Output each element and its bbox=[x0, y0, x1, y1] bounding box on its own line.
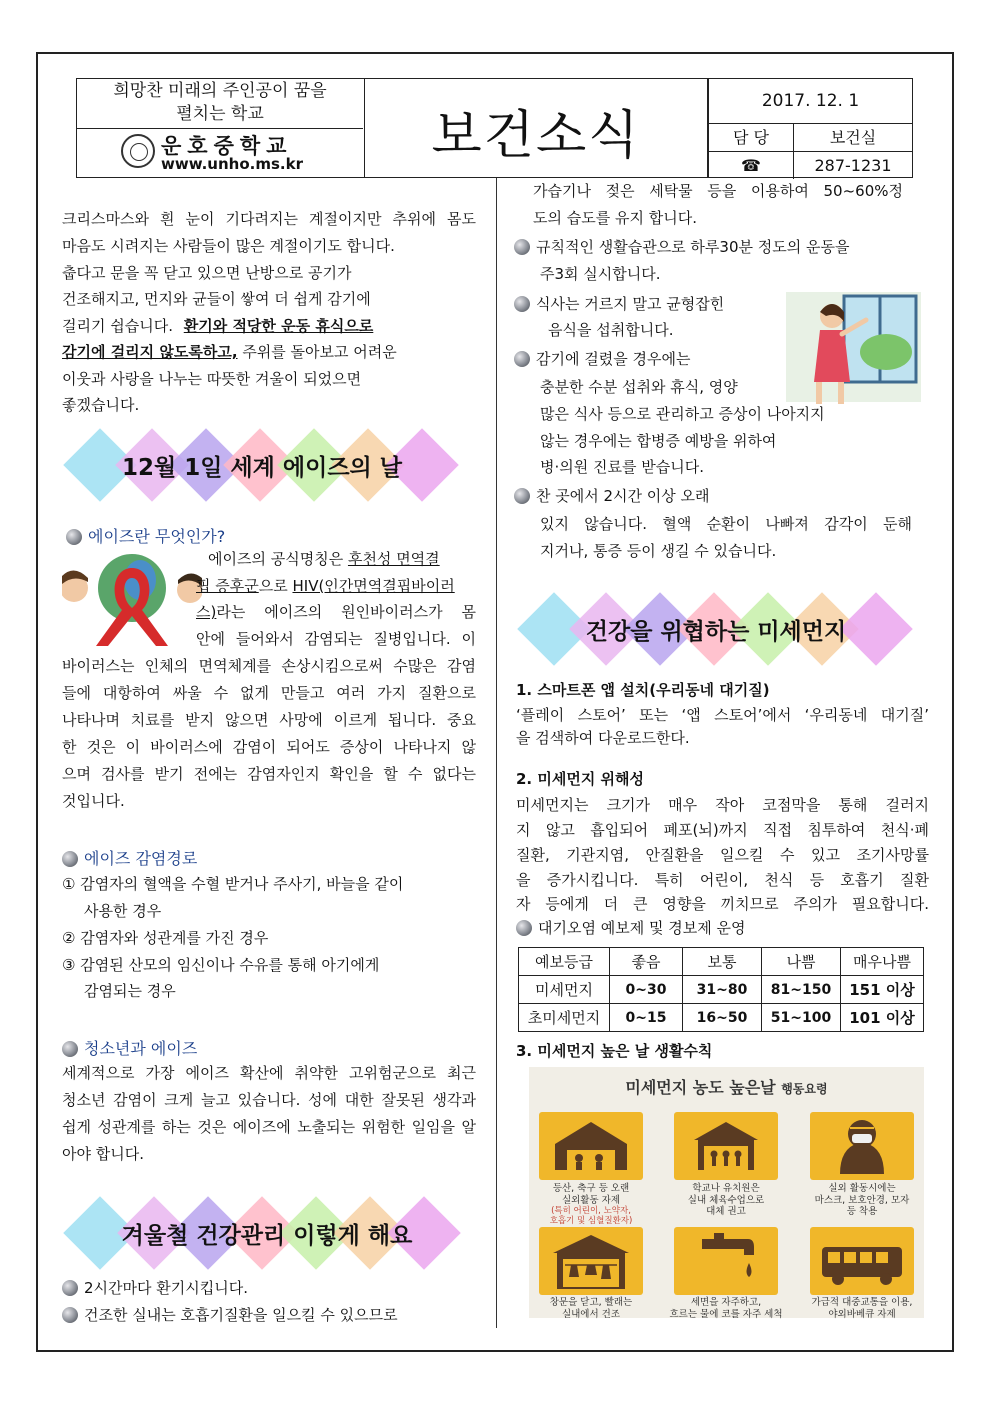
teen-line: 청소년 감염이 크게 늘고 있습니다. 성에 대한 잘못된 생각과 bbox=[62, 1091, 476, 1109]
route-item-cont: 사용한 경우 bbox=[84, 902, 162, 920]
text-fragment: 스) bbox=[196, 603, 217, 621]
dust-section-2-title: 2. 미세먼지 위해성 bbox=[516, 770, 645, 788]
trees-outside bbox=[860, 334, 912, 370]
manager-row bbox=[709, 124, 912, 152]
school-icon bbox=[674, 1112, 778, 1180]
intro-emphasis: 환기와 적당한 운동 휴식으로 bbox=[183, 317, 374, 335]
window-opening-girl-illustration bbox=[786, 282, 921, 412]
school-emblem-icon bbox=[121, 134, 155, 168]
column-divider bbox=[496, 178, 497, 1328]
mask-icon bbox=[810, 1112, 914, 1180]
aids-what-line: 안에 들어와서 감염되는 질병입니다. 이 bbox=[196, 630, 476, 648]
winter-item-text: 감기에 걸렸을 경우에는 bbox=[536, 350, 691, 368]
aids-ribbon-illustration bbox=[62, 548, 202, 648]
winter-item bbox=[514, 348, 690, 369]
forecast-heading bbox=[516, 917, 745, 938]
poster-caption bbox=[666, 1183, 786, 1218]
dust-section-3-title: 3. 미세먼지 높은 날 생활수칙 bbox=[516, 1042, 713, 1060]
winter-item-cont: 병·의원 진료를 받습니다. bbox=[540, 458, 704, 476]
intro-text-fragment: 걸리기 쉽습니다. bbox=[62, 317, 173, 335]
text-fragment: 후천성 면역결 bbox=[347, 550, 440, 568]
girl-leg bbox=[816, 382, 822, 404]
bullet-icon bbox=[514, 296, 530, 312]
aids-what-line bbox=[196, 601, 476, 622]
text-fragment: 라는 에이즈의 원인바이러스가 몸 bbox=[216, 603, 476, 621]
text-fragment: 핍 증후군 bbox=[196, 577, 259, 595]
table-cell: 미세먼지 bbox=[519, 976, 610, 1004]
school-name: 운호중학교 bbox=[161, 134, 293, 158]
fine-dust-grade-table bbox=[518, 947, 924, 1032]
dust-s2-line: 을 증가시킵니다. 특히 어린이, 천식 등 호흡기 질환 bbox=[516, 871, 929, 889]
intro-line-with-emphasis bbox=[62, 341, 397, 362]
phone-icon: ☎ bbox=[709, 152, 794, 179]
table-cell: 81~150 bbox=[762, 976, 841, 1004]
caption-note: (특히 어린이, 노약자, 호흡기 및 심혈질환자) bbox=[549, 1206, 633, 1226]
poster-title-main: 미세먼지 농도 높은날 bbox=[625, 1078, 776, 1097]
table-cell: 0~15 bbox=[610, 1004, 683, 1032]
table-header: 나쁨 bbox=[762, 948, 841, 976]
table-cell: 16~50 bbox=[683, 1004, 762, 1032]
bullet-icon bbox=[62, 1041, 78, 1057]
bullet-icon bbox=[62, 851, 78, 867]
issue-date: 2017. 12. 1 bbox=[709, 79, 912, 124]
route-item: ① 감염자의 혈액을 수혈 받거나 주사기, 바늘을 같이 bbox=[62, 875, 404, 893]
title-box bbox=[364, 78, 708, 178]
aids-what-heading bbox=[66, 524, 225, 547]
teen-line: 쉽게 성관계를 하는 것은 에이즈에 노출되는 위험한 일임을 알 bbox=[62, 1118, 476, 1136]
route-item: ③ 감염된 산모의 임신이나 수유를 통해 아기에게 bbox=[62, 956, 380, 974]
aids-what-line: 바이러스는 인체의 면역체계를 손상시킴으로써 수많은 감염 bbox=[62, 657, 476, 675]
fine-dust-action-poster bbox=[529, 1067, 924, 1318]
poster-caption bbox=[531, 1183, 651, 1226]
winter-item-text: 식사는 거르지 말고 균형잡힌 bbox=[536, 295, 725, 313]
teen-line: 세계적으로 가장 에이즈 확산에 취약한 고위험군으로 최근 bbox=[62, 1064, 476, 1082]
intro-text-fragment: 주위를 돌아보고 어려운 bbox=[237, 343, 397, 361]
aids-route-title: 에이즈 감염경로 bbox=[84, 849, 198, 868]
table-header: 보통 bbox=[683, 948, 762, 976]
intro-line: 크리스마스와 흰 눈이 기다려지는 계절이지만 추위에 몸도 bbox=[62, 210, 476, 228]
caption-text: 세면을 자주하고, 흐르는 물에 코를 자주 세척 bbox=[669, 1297, 783, 1320]
table-header: 예보등급 bbox=[519, 948, 610, 976]
poster-title bbox=[529, 1075, 924, 1098]
dust-s2-line: 미세먼지는 크기가 매우 작아 코점막을 통해 걸러지 bbox=[516, 796, 929, 814]
winter-item-cont: 주3회 실시합니다. bbox=[540, 265, 661, 283]
caption-text: 학교나 유치원은 실내 체육수업으로 대체 권고 bbox=[687, 1183, 765, 1217]
intro-line: 건조해지고, 먼지와 균들이 쌓여 더 쉽게 감기에 bbox=[62, 290, 371, 308]
winter-item bbox=[514, 293, 724, 314]
winter-item-cont: 않는 경우에는 합병증 예방을 위하여 bbox=[540, 432, 777, 450]
slogan-line-1: 희망찬 미래의 주인공이 꿈을 bbox=[113, 81, 327, 101]
school-info bbox=[76, 78, 364, 178]
aids-teen-heading bbox=[62, 1036, 197, 1059]
intro-line: 이웃과 사랑을 나누는 따뜻한 겨울이 되었으면 bbox=[62, 370, 362, 388]
aids-what-line bbox=[208, 548, 440, 569]
table-header: 매우나쁨 bbox=[841, 948, 924, 976]
school-url[interactable]: www.unho.ms.kr bbox=[161, 155, 303, 173]
route-item-cont: 감염되는 경우 bbox=[84, 982, 176, 1000]
winter-item bbox=[514, 236, 849, 257]
banner-title: 겨울철 건강관리 이렇게 해요 bbox=[121, 1223, 413, 1249]
table-cell: 151 이상 bbox=[841, 976, 924, 1004]
winter-item-text: 찬 곳에서 2시간 이상 오래 bbox=[536, 487, 710, 505]
poster-caption bbox=[802, 1183, 922, 1218]
bullet-icon bbox=[66, 529, 82, 545]
aids-teen-title: 청소년과 에이즈 bbox=[84, 1039, 198, 1058]
text-fragment: HIV(인간면역결핍바이러 bbox=[292, 577, 455, 595]
aids-what-line: 들에 대항하여 싸울 수 없게 만들고 여러 가지 질환으로 bbox=[62, 684, 476, 702]
aids-what-line bbox=[196, 575, 455, 596]
bullet-icon bbox=[514, 488, 530, 504]
winter-item-cont: 충분한 수분 섭취와 휴식, 영양 bbox=[540, 378, 738, 396]
route-item: ② 감염자와 성관계를 가진 경우 bbox=[62, 929, 269, 947]
text-fragment: 으로 bbox=[258, 577, 293, 595]
manager-label: 담 당 bbox=[709, 124, 794, 151]
slogan-line-2: 펼치는 학교 bbox=[176, 104, 264, 124]
table-cell: 초미세먼지 bbox=[519, 1004, 610, 1032]
dust-section-1-title: 1. 스마트폰 앱 설치(우리동네 대기질) bbox=[516, 681, 770, 699]
laundry-icon bbox=[539, 1227, 643, 1295]
house-icon bbox=[539, 1112, 643, 1180]
winter-item-cont: 많은 식사 등으로 관리하고 증상이 나아지지 bbox=[540, 405, 825, 423]
aids-route-heading bbox=[62, 846, 197, 869]
bullet-icon bbox=[514, 351, 530, 367]
dust-s2-line: 자 등에게 더 큰 영향을 끼치므로 주의가 필요합니다. bbox=[516, 895, 929, 913]
winter-item bbox=[62, 1304, 398, 1325]
caption-text: 등산, 축구 등 오랜 실외활동 자제 bbox=[552, 1183, 630, 1206]
aids-what-line: 것입니다. bbox=[62, 792, 125, 810]
phone-number: 287-1231 bbox=[814, 156, 892, 175]
dust-s1-line: 을 검색하여 다운로드한다. bbox=[516, 729, 690, 747]
table-cell: 101 이상 bbox=[841, 1004, 924, 1032]
table-header: 좋음 bbox=[610, 948, 683, 976]
poster-title-small: 행동요령 bbox=[781, 1082, 828, 1096]
winter-item-cont: 음식을 섭취합니다. bbox=[548, 321, 674, 339]
manager-value: 보건실 bbox=[829, 128, 877, 147]
winter-item-cont: 가습기나 젖은 세탁물 등을 이용하여 50~60%정 bbox=[533, 182, 903, 200]
poster-caption bbox=[802, 1297, 922, 1320]
intro-line: 좋겠습니다. bbox=[62, 396, 140, 414]
table-cell: 0~30 bbox=[610, 976, 683, 1004]
poster-caption bbox=[531, 1297, 651, 1320]
intro-line: 마음도 시려지는 사람들이 많은 계절이기도 합니다. bbox=[62, 237, 395, 255]
caption-text: 실외 활동시에는 마스크, 보호안경, 모자 등 착용 bbox=[814, 1183, 910, 1217]
bullet-icon bbox=[62, 1280, 78, 1296]
caption-text: 창문을 닫고, 빨래는 실내에서 건조 bbox=[549, 1297, 633, 1320]
banner-title: 12월 1일 세계 에이즈의 날 bbox=[121, 455, 402, 481]
dust-s2-line: 지 않고 흡입되어 폐포(뇌)까지 직접 침투하여 천식·폐 bbox=[516, 821, 929, 839]
forecast-label: 대기오염 예보제 및 경보제 운영 bbox=[538, 919, 746, 937]
page-title: 보건소식 bbox=[431, 106, 641, 166]
caption-text: 가급적 대중교통을 이용, 야외바베큐 자제 bbox=[811, 1297, 913, 1320]
table-header-row bbox=[519, 948, 924, 976]
phone-row bbox=[709, 152, 912, 179]
dust-s1-line: ‘플레이 스토어’ 또는 ‘앱 스토어’에서 ‘우리동네 대기질’ bbox=[516, 706, 929, 724]
text-fragment: 에이즈의 공식명칭은 bbox=[208, 550, 348, 568]
winter-item-cont: 도의 습도를 유지 합니다. bbox=[533, 209, 697, 227]
faucet-icon bbox=[674, 1227, 778, 1295]
table-row bbox=[519, 976, 924, 1004]
winter-health-banner bbox=[62, 1196, 472, 1270]
girl-dress bbox=[814, 330, 850, 382]
bullet-icon bbox=[62, 1307, 78, 1323]
aids-what-title: 에이즈란 무엇인가? bbox=[88, 527, 226, 546]
fine-dust-banner bbox=[516, 592, 916, 666]
bus-icon bbox=[810, 1227, 914, 1295]
poster-caption bbox=[666, 1297, 786, 1320]
winter-item-cont: 있지 않습니다. 혈액 순환이 나빠져 감각이 둔해 bbox=[540, 515, 912, 533]
teen-line: 아야 합니다. bbox=[62, 1145, 144, 1163]
winter-item-text: 2시간마다 환기시킵니다. bbox=[84, 1279, 248, 1297]
table-cell: 51~100 bbox=[762, 1004, 841, 1032]
dust-s2-line: 질환, 기관지염, 안질환을 일으킬 수 있고 조기사망률 bbox=[516, 846, 929, 864]
aids-day-banner bbox=[62, 428, 462, 502]
bullet-icon bbox=[514, 239, 530, 255]
girl-leg bbox=[838, 382, 844, 404]
school-name-area bbox=[77, 128, 363, 178]
winter-item bbox=[62, 1277, 248, 1298]
winter-item-text: 규칙적인 생활습관으로 하루30분 정도의 운동을 bbox=[536, 238, 850, 256]
banner-title: 건강을 위협하는 미세먼지 bbox=[585, 619, 847, 645]
winter-item bbox=[514, 485, 710, 506]
table-cell: 31~80 bbox=[683, 976, 762, 1004]
intro-line-with-emphasis bbox=[62, 315, 373, 336]
winter-item-text: 건조한 실내는 호흡기질환을 일으킬 수 있으므로 bbox=[84, 1306, 398, 1324]
aids-what-line: 나타나며 치료를 받지 않으면 사망에 이르게 됩니다. 중요 bbox=[62, 711, 476, 729]
aids-what-line: 으며 검사를 받기 전에는 감염자인지 확인을 할 수 없다는 bbox=[62, 765, 476, 783]
intro-line: 춥다고 문을 꼭 닫고 있으면 난방으로 공기가 bbox=[62, 264, 352, 282]
header bbox=[76, 78, 913, 178]
aids-what-line: 한 것은 이 바이러스에 감염이 되어도 증상이 나타나지 않 bbox=[62, 738, 476, 756]
school-slogan bbox=[77, 79, 363, 129]
winter-item-cont: 지거나, 통증 등이 생길 수 있습니다. bbox=[540, 542, 777, 560]
intro-emphasis: 감기에 걸리지 않도록하고, bbox=[62, 343, 238, 361]
bullet-icon bbox=[516, 920, 532, 936]
meta-box bbox=[708, 78, 913, 178]
table-row bbox=[519, 1004, 924, 1032]
